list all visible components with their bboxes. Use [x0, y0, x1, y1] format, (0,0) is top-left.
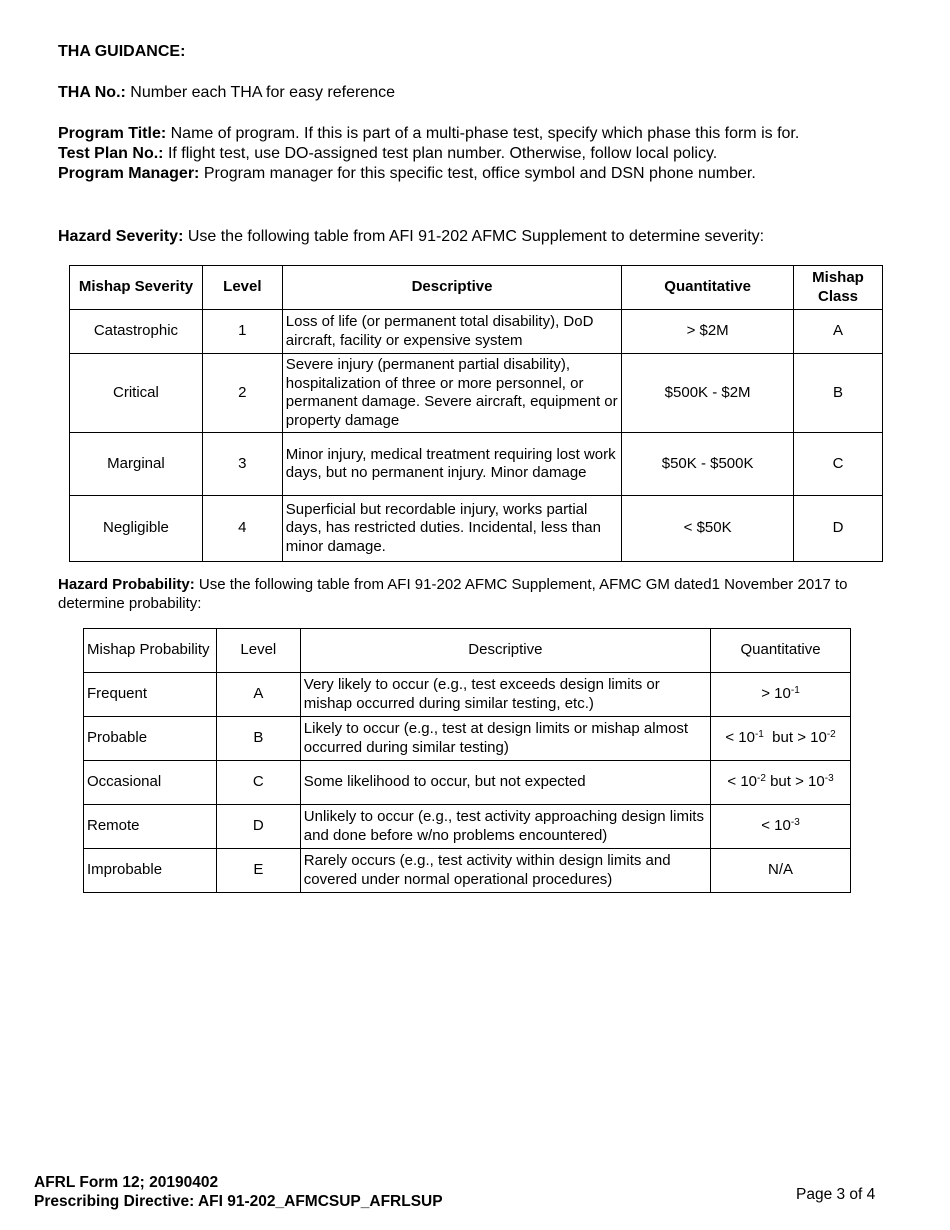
- severity-cell: Catastrophic: [70, 310, 203, 354]
- level-cell: 4: [202, 496, 282, 562]
- tha-no-label: THA No.:: [58, 84, 126, 101]
- descriptive-cell: Unlikely to occur (e.g., test activity approaching design limits and done before w/no problems encountered): [300, 805, 710, 849]
- probability-cell: Occasional: [84, 761, 217, 805]
- hazard-severity-text: Use the following table from AFI 91-202 AFMC Supplement to determine severity:: [183, 228, 765, 245]
- class-cell: C: [794, 433, 883, 496]
- quantitative-cell: < $50K: [622, 496, 794, 562]
- program-manager-line: [58, 164, 756, 184]
- table-row: [84, 849, 851, 893]
- probability-col-header: Mishap Probability: [84, 629, 217, 673]
- probability-cell: Probable: [84, 717, 217, 761]
- test-plan-line: [58, 144, 717, 164]
- class-cell: B: [794, 354, 883, 433]
- page-heading: THA GUIDANCE:: [58, 43, 186, 60]
- form-number: AFRL Form 12; 20190402: [34, 1174, 219, 1191]
- quantitative-cell: $500K - $2M: [622, 354, 794, 433]
- page-number: Page 3 of 4: [796, 1186, 876, 1203]
- class-col-header: Mishap Class: [794, 266, 883, 310]
- level-cell: E: [216, 849, 300, 893]
- hazard-probability-intro: [58, 575, 848, 613]
- quantitative-cell: $50K - $500K: [622, 433, 794, 496]
- severity-col-header: Mishap Severity: [70, 266, 203, 310]
- level-cell: 1: [202, 310, 282, 354]
- table-row: [70, 354, 883, 433]
- table-row: [70, 310, 883, 354]
- table-row: [84, 761, 851, 805]
- probability-table: [83, 628, 851, 893]
- descriptive-col-header: Descriptive: [300, 629, 710, 673]
- descriptive-cell: Very likely to occur (e.g., test exceeds design limits or mishap occurred during similar testing, etc.): [300, 673, 710, 717]
- class-cell: D: [794, 496, 883, 562]
- hazard-severity-intro: [58, 227, 764, 247]
- level-cell: C: [216, 761, 300, 805]
- descriptive-col-header: Descriptive: [282, 266, 621, 310]
- table-row: [84, 717, 851, 761]
- program-manager-label: Program Manager:: [58, 165, 200, 182]
- tha-no-text: Number each THA for easy reference: [125, 84, 396, 101]
- descriptive-cell: Some likelihood to occur, but not expected: [300, 761, 710, 805]
- table-row: [70, 496, 883, 562]
- level-cell: 3: [202, 433, 282, 496]
- quantitative-cell: > $10^{-1}$: [711, 673, 851, 717]
- severity-table: [69, 265, 883, 562]
- hazard-probability-text: Use the following table from AFI 91-202 AFMC Supplement, AFMC GM dated1 November 2017 to: [194, 576, 848, 593]
- probability-header-row: [84, 629, 851, 673]
- hazard-probability-label: Hazard Probability:: [58, 576, 195, 593]
- program-title-line: [58, 124, 799, 144]
- program-title-label: Program Title:: [58, 125, 167, 142]
- level-col-header: Level: [202, 266, 282, 310]
- descriptive-cell: Superficial but recordable injury, works partial days, has restricted duties. Incidental, less than minor damage.: [282, 496, 621, 562]
- severity-cell: Critical: [70, 354, 203, 433]
- descriptive-cell: Loss of life (or permanent total disability), DoD aircraft, facility or expensive system: [282, 310, 621, 354]
- severity-cell: Negligible: [70, 496, 203, 562]
- quantitative-col-header: Quantitative: [711, 629, 851, 673]
- quantitative-cell: < $10^{-1}$ but > $10^{-2}$: [711, 717, 851, 761]
- severity-header-row: [70, 266, 883, 310]
- descriptive-cell: Likely to occur (e.g., test at design limits or mishap almost occurred during similar testing): [300, 717, 710, 761]
- quantitative-cell: < $10^{-2}$ but > $10^{-3}$: [711, 761, 851, 805]
- level-cell: D: [216, 805, 300, 849]
- level-cell: B: [216, 717, 300, 761]
- tha-no-line: [58, 83, 395, 103]
- level-cell: 2: [202, 354, 282, 433]
- table-row: [84, 805, 851, 849]
- test-plan-text: If flight test, use DO-assigned test plan number. Otherwise, follow local policy.: [163, 145, 718, 162]
- table-row: [84, 673, 851, 717]
- level-cell: A: [216, 673, 300, 717]
- quantitative-cell: < $10^{-3}$: [711, 805, 851, 849]
- probability-cell: Remote: [84, 805, 217, 849]
- hazard-severity-label: Hazard Severity:: [58, 228, 184, 245]
- descriptive-cell: Minor injury, medical treatment requiring lost work days, but no permanent injury. Minor damage: [282, 433, 621, 496]
- class-cell: A: [794, 310, 883, 354]
- quantitative-cell: > $2M: [622, 310, 794, 354]
- probability-cell: Frequent: [84, 673, 217, 717]
- prescribing-directive: Prescribing Directive: AFI 91-202_AFMCSUP_AFRLSUP: [34, 1193, 443, 1210]
- descriptive-cell: Rarely occurs (e.g., test activity within design limits and covered under normal operational procedures): [300, 849, 710, 893]
- severity-cell: Marginal: [70, 433, 203, 496]
- program-title-text: Name of program. If this is part of a multi-phase test, specify which phase this form is for.: [166, 125, 800, 142]
- test-plan-label: Test Plan No.:: [58, 145, 164, 162]
- program-manager-text: Program manager for this specific test, office symbol and DSN phone number.: [199, 165, 756, 182]
- quantitative-cell: N/A: [711, 849, 851, 893]
- hazard-probability-text-2: determine probability:: [58, 595, 202, 612]
- quantitative-col-header: Quantitative: [622, 266, 794, 310]
- table-row: [70, 433, 883, 496]
- descriptive-cell: Severe injury (permanent partial disability), hospitalization of three or more personnel, or permanent damage. Severe aircraft, equipment or property damage: [282, 354, 621, 433]
- level-col-header: Level: [216, 629, 300, 673]
- probability-cell: Improbable: [84, 849, 217, 893]
